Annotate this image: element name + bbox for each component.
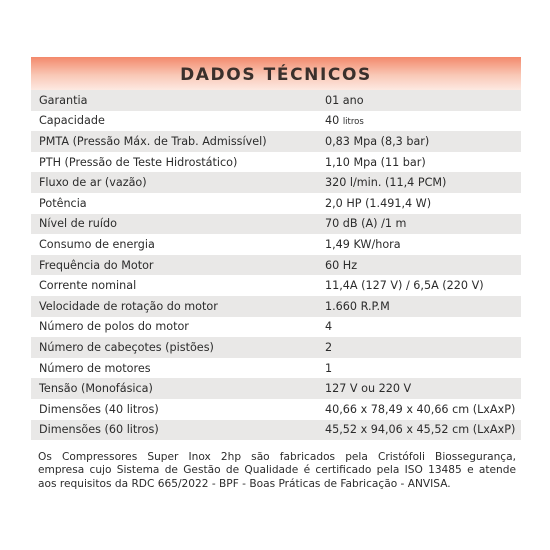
note-line: Os Compressores Super Inox 2hp são fabricados pela Cristófoli Biossegurança,	[38, 451, 516, 463]
spec-value: 4	[325, 320, 333, 334]
spec-label: Garantia	[39, 93, 88, 107]
table-row	[31, 90, 521, 111]
spec-label: Tensão (Monofásica)	[39, 382, 153, 396]
spec-value: 320 l/min. (11,4 PCM)	[325, 176, 447, 190]
certification-note	[38, 451, 516, 491]
table-row	[31, 378, 521, 399]
spec-label: Número de polos do motor	[39, 320, 189, 334]
table-row	[31, 172, 521, 193]
table-row	[31, 358, 521, 379]
table-row	[31, 296, 521, 317]
spec-sheet	[31, 57, 521, 440]
spec-label: Número de cabeçotes (pistões)	[39, 340, 214, 354]
spec-value: 11,4A (127 V) / 6,5A (220 V)	[325, 279, 484, 293]
spec-value: 45,52 x 94,06 x 45,52 cm (LxAxP)	[325, 423, 516, 437]
table-row	[31, 193, 521, 214]
note-line: empresa cujo Sistema de Gestão de Qualidade é certificado pela ISO 13485 e atende	[38, 464, 516, 477]
spec-value: 01 ano	[325, 93, 364, 107]
spec-label: PTH (Pressão de Teste Hidrostático)	[39, 155, 238, 169]
spec-value: 1,49 KW/hora	[325, 237, 401, 251]
spec-label: Dimensões (40 litros)	[39, 402, 159, 416]
spec-label: Nível de ruído	[39, 217, 117, 231]
note-line: aos requisitos da RDC 665/2022 - BPF - Boas Práticas de Fabricação - ANVISA.	[38, 477, 451, 490]
spec-label: Frequência do Motor	[39, 258, 154, 272]
title-banner	[31, 57, 521, 90]
spec-value: 2	[325, 340, 333, 354]
spec-label: PMTA (Pressão Máx. de Trab. Admissível)	[39, 134, 267, 148]
spec-value: 1,10 Mpa (11 bar)	[325, 155, 426, 169]
spec-label: Fluxo de ar (vazão)	[39, 176, 147, 190]
table-row	[31, 255, 521, 276]
spec-label: Velocidade de rotação do motor	[39, 299, 218, 313]
spec-value: 127 V ou 220 V	[325, 382, 412, 396]
spec-label: Potência	[39, 196, 87, 210]
table-row	[31, 317, 521, 338]
table-row	[31, 111, 521, 132]
spec-label: Consumo de energia	[39, 237, 155, 251]
spec-label: Número de motores	[39, 361, 151, 375]
table-row	[31, 275, 521, 296]
table-row	[31, 131, 521, 152]
spec-value: 60 Hz	[325, 258, 358, 272]
spec-value	[325, 114, 521, 127]
spec-value: 1.660 R.P.M	[325, 299, 390, 313]
spec-value: 40,66 x 78,49 x 40,66 cm (LxAxP)	[325, 402, 516, 416]
spec-value-unit: litros	[342, 117, 364, 128]
spec-value: 0,83 Mpa (8,3 bar)	[325, 134, 430, 148]
spec-value: 2,0 HP (1.491,4 W)	[325, 196, 432, 210]
spec-label: Capacidade	[39, 114, 105, 128]
spec-label: Corrente nominal	[39, 279, 137, 293]
table-row	[31, 214, 521, 235]
spec-value: 70 dB (A) /1 m	[325, 217, 407, 231]
table-row	[31, 399, 521, 420]
table-row	[31, 234, 521, 255]
spec-table	[31, 90, 521, 440]
page-title: DADOS TÉCNICOS	[180, 64, 372, 85]
table-row	[31, 152, 521, 173]
spec-value-number: 40	[325, 114, 340, 128]
spec-value: 1	[325, 361, 333, 375]
spec-label: Dimensões (60 litros)	[39, 423, 159, 437]
table-row	[31, 420, 521, 441]
table-row	[31, 337, 521, 358]
